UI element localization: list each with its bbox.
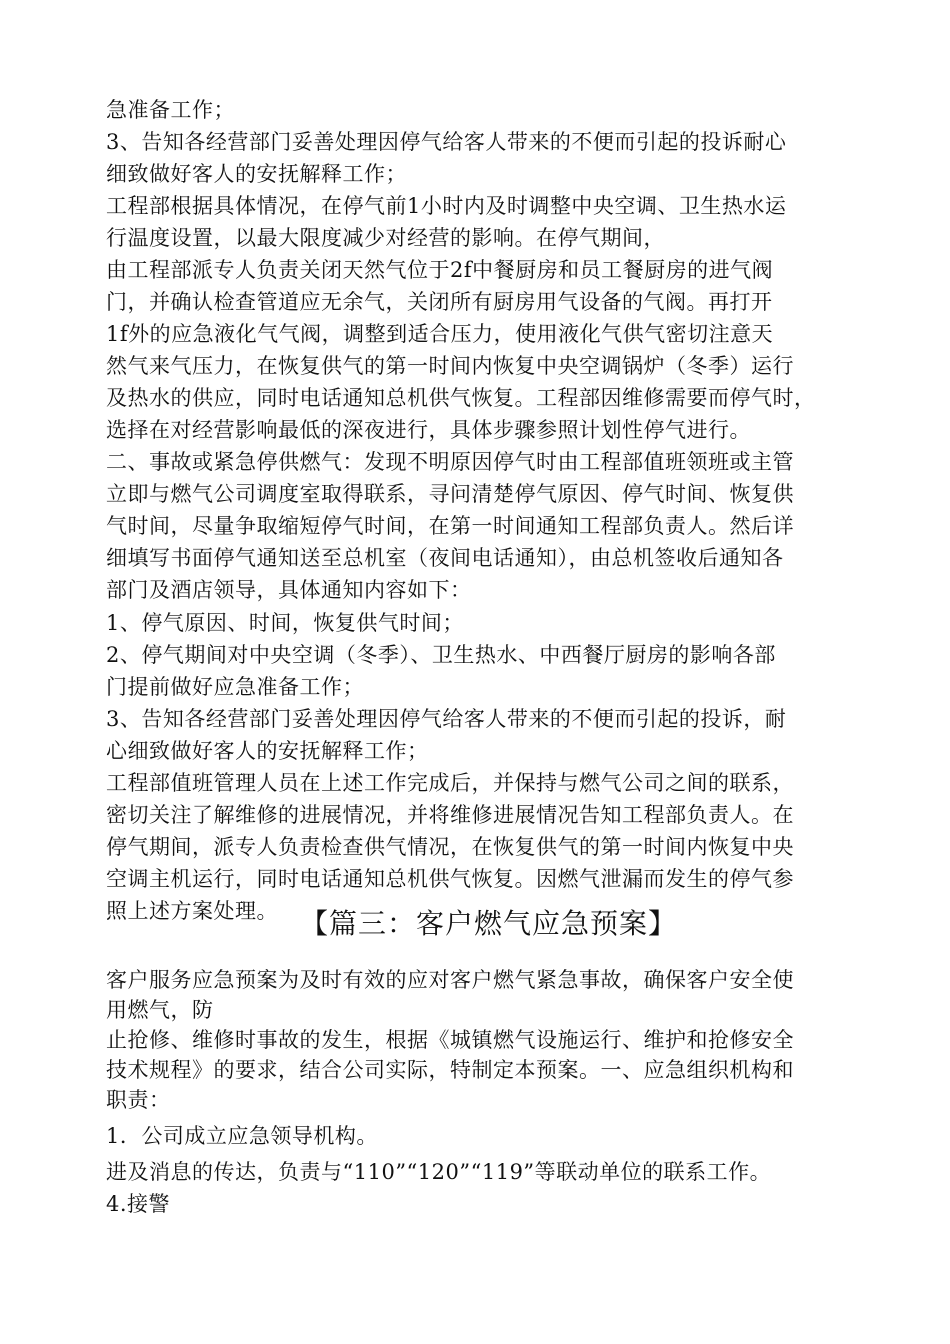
paragraph-line: 行温度设置，以最大限度减少对经营的影响。在停气期间，	[106, 226, 665, 250]
paragraph-line: 急准备工作；	[106, 98, 235, 122]
paragraph-line: 3、告知各经营部门妥善处理因停气给客人带来的不便而引起的投诉耐心	[106, 130, 787, 154]
paragraph-line: 心细致做好客人的安抚解释工作；	[106, 739, 429, 763]
paragraph-line: 细填写书面停气通知送至总机室（夜间电话通知），由总机签收后通知各	[106, 546, 784, 570]
list-item: 1．公司成立应急领导机构。	[106, 1124, 378, 1148]
paragraph-line: 照上述方案处理。	[106, 899, 278, 923]
paragraph-line: 二、事故或紧急停供燃气：发现不明原因停气时由工程部值班领班或主管	[106, 450, 794, 474]
list-item: 4.接警	[106, 1192, 171, 1216]
paragraph-line: 部门及酒店领导，具体通知内容如下：	[106, 578, 472, 602]
paragraph-line: 空调主机运行，同时电话通知总机供气恢复。因燃气泄漏而发生的停气参	[106, 867, 794, 891]
paragraph-line: 细致做好客人的安抚解释工作；	[106, 162, 407, 186]
section-title: 【篇三：客户燃气应急预案】	[300, 907, 678, 940]
paragraph-line: 职责：	[106, 1088, 171, 1112]
paragraph-line: 进及消息的传达，负责与“110”“120”“119”等联动单位的联系工作。	[106, 1160, 772, 1184]
paragraph-line: 门，并确认检查管道应无余气，关闭所有厨房用气设备的气阀。再打开	[106, 290, 773, 314]
paragraph-line: 及热水的供应，同时电话通知总机供气恢复。工程部因维修需要而停气时，	[106, 386, 816, 410]
paragraph-line: 立即与燃气公司调度室取得联系，寻问清楚停气原因、停气时间、恢复供	[106, 482, 794, 506]
paragraph-line: 门提前做好应急准备工作；	[106, 675, 364, 699]
list-item: 3、告知各经营部门妥善处理因停气给客人带来的不便而引起的投诉，耐	[106, 707, 787, 731]
paragraph-line: 工程部值班管理人员在上述工作完成后，并保持与燃气公司之间的联系，	[106, 771, 794, 795]
list-item: 1、停气原因、时间，恢复供气时间；	[106, 611, 464, 635]
paragraph-line: 由工程部派专人负责关闭天然气位于2f中餐厨房和员工餐厨房的进气阀	[106, 258, 774, 282]
paragraph-line: 然气来气压力，在恢复供气的第一时间内恢复中央空调锅炉（冬季）运行	[106, 354, 794, 378]
paragraph-line: 客户服务应急预案为及时有效的应对客户燃气紧急事故，确保客户安全使	[106, 968, 794, 992]
paragraph-line: 工程部根据具体情况，在停气前1小时内及时调整中央空调、卫生热水运	[106, 194, 787, 218]
paragraph-line: 1f外的应急液化气气阀，调整到适合压力，使用液化气供气密切注意天	[106, 322, 774, 346]
list-item: 2、停气期间对中央空调（冬季）、卫生热水、中西餐厅厨房的影响各部	[106, 643, 776, 667]
paragraph-line: 用燃气，防	[106, 998, 214, 1022]
paragraph-line: 技术规程》的要求，结合公司实际，特制定本预案。一、应急组织机构和	[106, 1058, 794, 1082]
paragraph-line: 止抢修、维修时事故的发生，根据《城镇燃气设施运行、维护和抢修安全	[106, 1028, 794, 1052]
paragraph-line: 停气期间，派专人负责检查供气情况，在恢复供气的第一时间内恢复中央	[106, 835, 794, 859]
paragraph-line: 气时间，尽量争取缩短停气时间，在第一时间通知工程部负责人。然后详	[106, 514, 794, 538]
paragraph-line: 选择在对经营影响最低的深夜进行，具体步骤参照计划性停气进行。	[106, 418, 751, 442]
paragraph-line: 密切关注了解维修的进展情况，并将维修进展情况告知工程部负责人。在	[106, 803, 794, 827]
